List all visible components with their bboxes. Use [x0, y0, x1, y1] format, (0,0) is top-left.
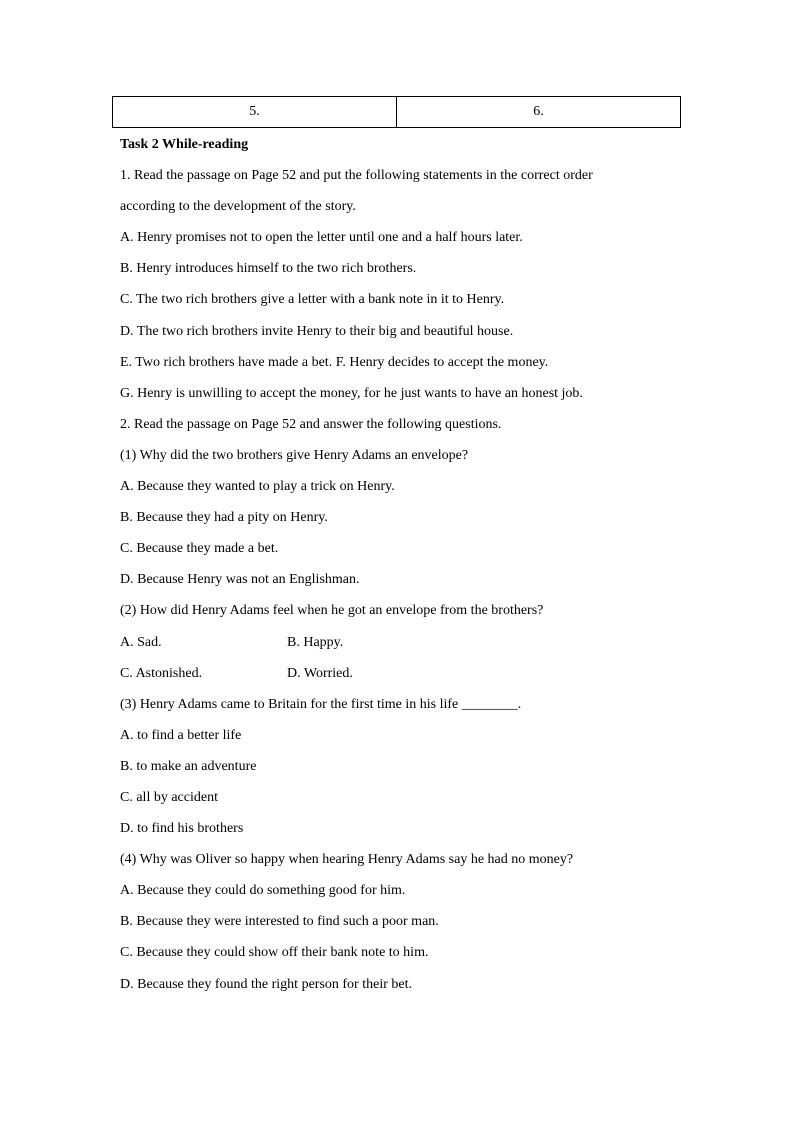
question-4: (4) Why was Oliver so happy when hearing Henry Adams say he had no money? — [120, 852, 574, 868]
question-4-option-b: B. Because they were interested to find such a poor man. — [120, 914, 439, 930]
question-2-option-d: D. Worried. — [287, 665, 353, 681]
question-1: (1) Why did the two brothers give Henry Adams an envelope? — [120, 447, 469, 463]
question-3-option-a: A. to find a better life — [120, 727, 242, 743]
question-1-option-b: B. Because they had a pity on Henry. — [120, 510, 328, 526]
question-2-options-row2 — [120, 661, 690, 692]
question-2: (2) How did Henry Adams feel when he got an envelope from the brothers? — [120, 603, 544, 619]
question-3: (3) Henry Adams came to Britain for the first time in his life ________. — [120, 696, 522, 712]
answer-cell-5: 5. — [113, 97, 397, 128]
statement-e-f: E. Two rich brothers have made a bet. F. Henry decides to accept the money. — [120, 354, 549, 370]
statement-a: A. Henry promises not to open the letter until one and a half hours later. — [120, 230, 523, 246]
task-content — [120, 132, 690, 1003]
question-2-option-b: B. Happy. — [287, 634, 344, 650]
statement-d: D. The two rich brothers invite Henry to their big and beautiful house. — [120, 323, 514, 339]
task-heading: Task 2 While-reading — [120, 137, 249, 152]
question-4-option-c: C. Because they could show off their bank note to him. — [120, 945, 429, 961]
question-4-option-d: D. Because they found the right person for their bet. — [120, 976, 412, 992]
statement-b: B. Henry introduces himself to the two rich brothers. — [120, 261, 417, 277]
question-3-option-d: D. to find his brothers — [120, 821, 244, 837]
statement-g: G. Henry is unwilling to accept the money, for he just wants to have an honest job. — [120, 385, 583, 401]
question-2-option-a: A. Sad. — [120, 634, 162, 650]
q1-instruction-line1: 1. Read the passage on Page 52 and put the following statements in the correct order — [120, 168, 593, 184]
question-3-option-b: B. to make an adventure — [120, 758, 257, 774]
answer-table — [112, 96, 681, 128]
question-2-options-row1 — [120, 630, 690, 661]
q1-instruction-line2: according to the development of the story. — [120, 199, 356, 215]
question-1-option-c: C. Because they made a bet. — [120, 541, 279, 557]
question-1-option-a: A. Because they wanted to play a trick on Henry. — [120, 479, 395, 495]
question-2-option-c: C. Astonished. — [120, 665, 203, 681]
q2-instruction: 2. Read the passage on Page 52 and answer the following questions. — [120, 416, 502, 432]
question-4-option-a: A. Because they could do something good for him. — [120, 883, 406, 899]
question-1-option-d: D. Because Henry was not an Englishman. — [120, 572, 360, 588]
answer-cell-6: 6. — [397, 97, 681, 128]
statement-c: C. The two rich brothers give a letter with a bank note in it to Henry. — [120, 292, 505, 308]
question-3-option-c: C. all by accident — [120, 789, 218, 805]
table-row — [113, 97, 681, 128]
